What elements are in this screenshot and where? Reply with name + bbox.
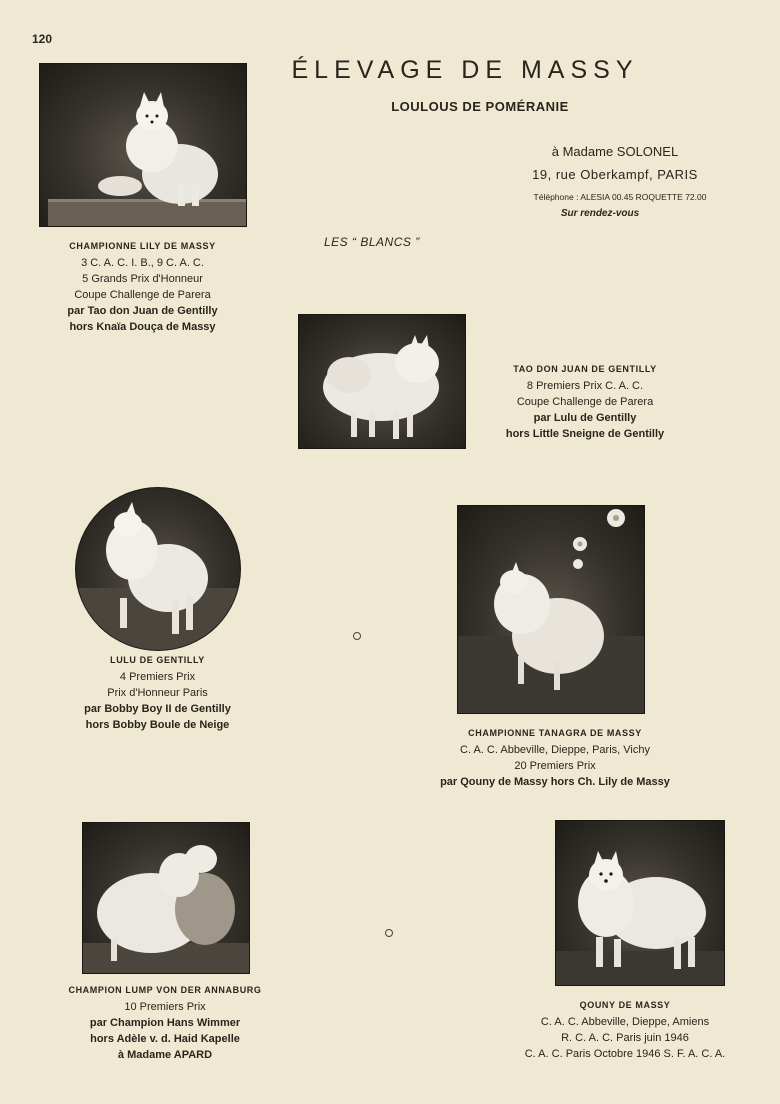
pedigree-line: par Bobby Boy II de Gentilly (84, 703, 231, 715)
section-label: LES “ BLANCS ” (324, 235, 420, 249)
award-line: 8 Premiers Prix C. A. C. (526, 380, 644, 392)
award-line: 5 Grands Prix d'Honneur (82, 273, 203, 285)
contact-note: Sur rendez-vous (560, 208, 640, 219)
dog-name: CHAMPIONNE TANAGRA DE MASSY (468, 728, 642, 738)
award-line: C. A. C. Paris Octobre 1946 S. F. A. C. A. (524, 1048, 726, 1060)
pedigree-line: hors Adèle v. d. Haid Kapelle (90, 1033, 240, 1045)
dog-photo-lulu (75, 487, 241, 651)
dog-name: CHAMPIONNE LILY DE MASSY (69, 241, 216, 251)
page-subtitle: LOULOUS DE POMÉRANIE (391, 99, 569, 114)
award-line: 20 Premiers Prix (514, 760, 596, 772)
caption-tao (460, 360, 710, 442)
award-line: C. A. C. Abbeville, Dieppe, Paris, Vichy (460, 744, 650, 756)
contact-address: 19, rue Oberkampf, PARIS (532, 167, 698, 182)
award-line: 10 Premiers Prix (124, 1001, 206, 1013)
dog-name: LULU DE GENTILLY (110, 655, 205, 665)
pedigree-line: hors Little Sneigne de Gentilly (505, 428, 665, 440)
pedigree-line: par Qouny de Massy hors Ch. Lily de Massy (440, 776, 670, 788)
dog-name: QOUNY DE MASSY (579, 1000, 671, 1010)
caption-lump (40, 981, 290, 1063)
dog-photo-qouny (555, 820, 725, 986)
contact-name: à Madame SOLONEL (551, 144, 679, 159)
award-line: Coupe Challenge de Parera (516, 396, 654, 408)
pedigree-line: par Champion Hans Wimmer (89, 1017, 241, 1029)
award-line: R. C. A. C. Paris juin 1946 (561, 1032, 689, 1044)
award-line: 3 C. A. C. I. B., 9 C. A. C. (81, 257, 204, 269)
caption-tanagra (420, 724, 690, 790)
pedigree-line: à Madame APARD (117, 1049, 213, 1061)
contact-phone: Téléphone : ALESIA 00.45 ROQUETTE 72.00 (533, 192, 707, 202)
pedigree-line: par Lulu de Gentilly (533, 412, 637, 424)
award-line: C. A. C. Abbeville, Dieppe, Amiens (540, 1016, 710, 1028)
dog-name: CHAMPION LUMP VON DER ANNABURG (68, 985, 262, 995)
award-line: 4 Premiers Prix (119, 671, 196, 683)
dog-photo-tanagra (457, 505, 645, 714)
award-line: Prix d'Honneur Paris (107, 687, 208, 699)
pedigree-line: hors Knaïa Douça de Massy (69, 321, 216, 333)
pedigree-line: hors Bobby Boule de Neige (85, 719, 230, 731)
dog-name: TAO DON JUAN DE GENTILLY (513, 364, 657, 374)
pedigree-line: par Tao don Juan de Gentilly (67, 305, 218, 317)
page-number: 120 (32, 32, 53, 46)
caption-qouny (500, 996, 750, 1062)
ring-mark (353, 632, 361, 640)
dog-photo-lump (82, 822, 250, 974)
dog-photo-lily (39, 63, 247, 227)
caption-lulu (45, 651, 270, 733)
page-title: ÉLEVAGE DE MASSY (291, 56, 639, 84)
dog-photo-tao (298, 314, 466, 449)
ring-mark (385, 929, 393, 937)
award-line: Coupe Challenge de Parera (74, 289, 211, 301)
caption-lily (30, 237, 255, 335)
